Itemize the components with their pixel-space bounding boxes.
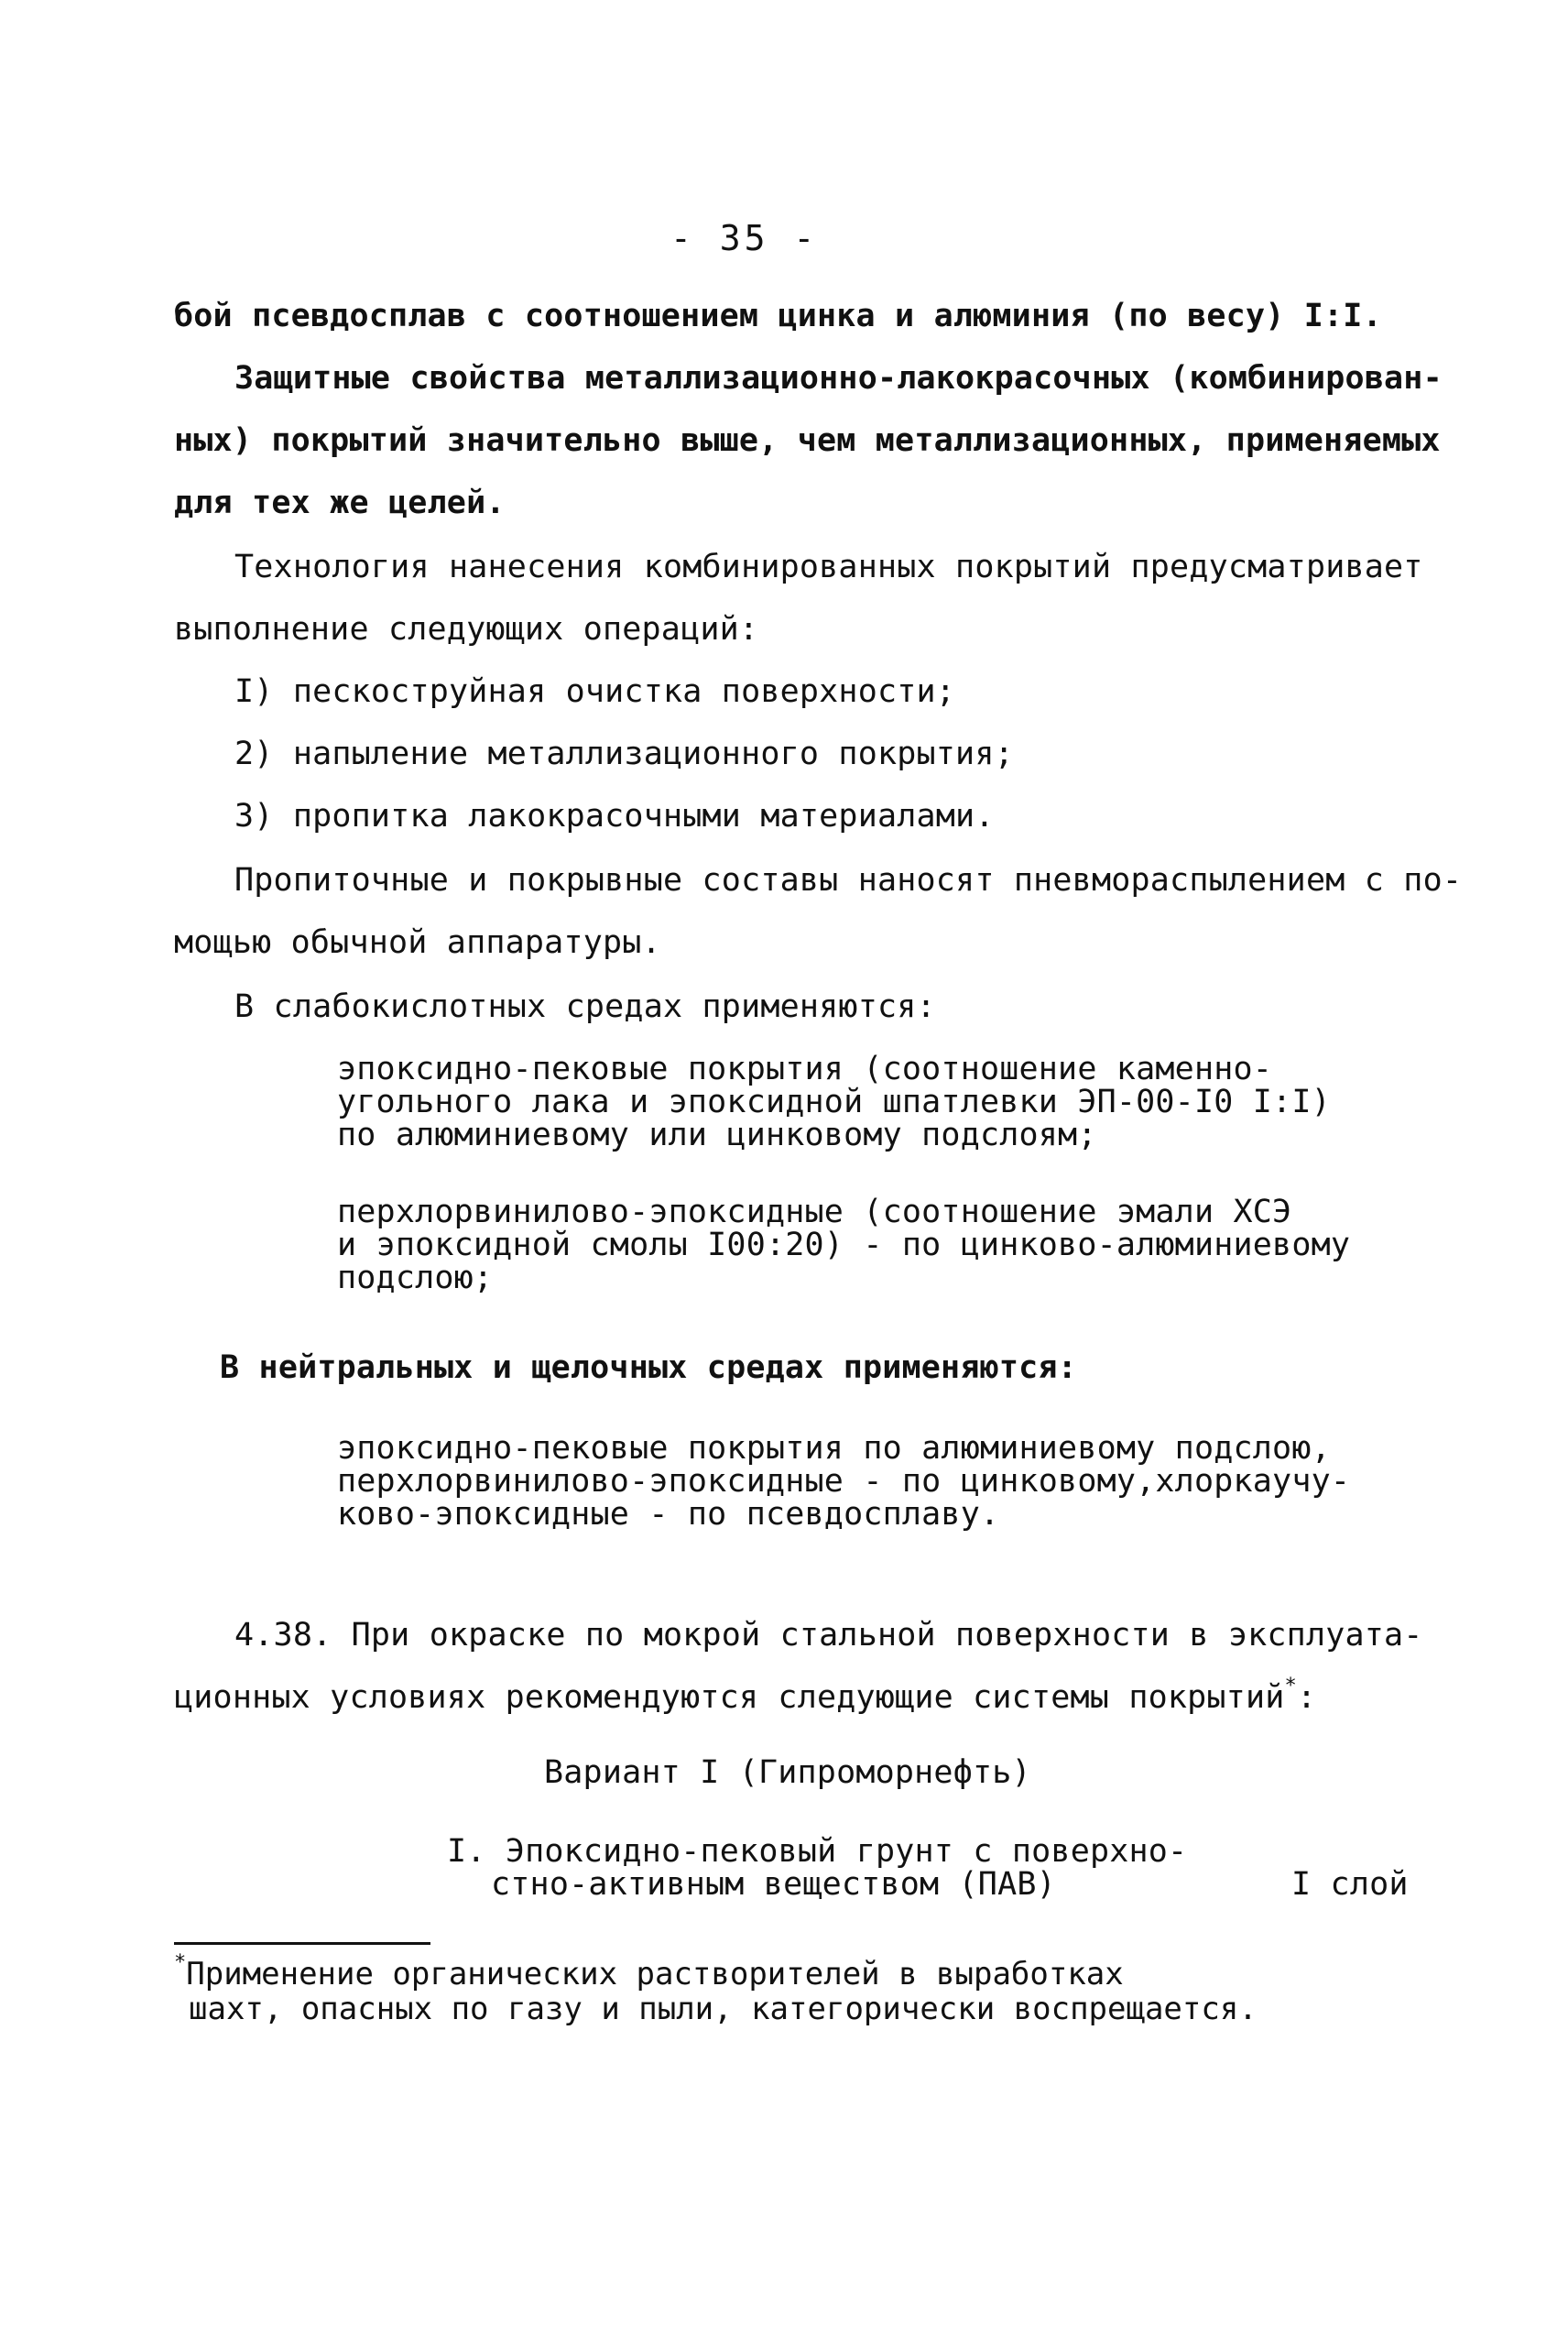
footnote-mark: * — [174, 1951, 187, 1974]
paragraph-4-line-1: Пропиточные и покрывные составы наносят пневмораспылением с по- — [234, 862, 1463, 899]
neutral-heading: В нейтральных и щелочных средах применяются: — [220, 1349, 1077, 1386]
footnote-divider — [174, 1942, 430, 1945]
page-number: - 35 - — [670, 218, 819, 258]
variant-title: Вариант I (Гипроморнефть) — [544, 1754, 1031, 1791]
paragraph-1-line-1: бой псевдосплав с соотношением цинка и алюминия (по весу) I:I. — [174, 298, 1382, 334]
operation-item-1: I) пескоструйная очистка поверхности; — [234, 673, 956, 710]
neutral-line-3: ково-эпоксидные - по псевдосплаву. — [337, 1496, 1000, 1533]
section-438-line-2-end: : — [1296, 1679, 1317, 1716]
paragraph-3-line-1: Технология нанесения комбинированных покрытий предусматривает — [234, 549, 1423, 585]
neutral-line-1: эпоксидно-пековые покрытия по алюминиевому подслою, — [337, 1430, 1331, 1467]
section-438-line-1: 4.38. При окраске по мокрой стальной поверхности в эксплуата- — [234, 1617, 1423, 1654]
section-438-line-2 — [174, 1675, 1317, 1716]
paragraph-4-line-2: мощью обычной аппаратуры. — [174, 924, 661, 961]
weak-acid-block-2-line-1: перхлорвинилово-эпоксидные (соотношение эмали ХСЭ — [337, 1194, 1292, 1230]
variant-item-line-2: стно-активным веществом (ПАВ) — [491, 1866, 1056, 1903]
operation-item-3: 3) пропитка лакокрасочными материалами. — [234, 798, 995, 835]
paragraph-2-line-2: ных) покрытий значительно выше, чем металлизационных, применяемых — [174, 422, 1441, 459]
variant-item-line-1: I. Эпоксидно-пековый грунт с поверхно- — [447, 1833, 1188, 1870]
paragraph-3-line-2: выполнение следующих операций: — [174, 611, 759, 648]
variant-item-layers: I слой — [1291, 1866, 1409, 1903]
weak-acid-block-1-line-1: эпоксидно-пековые покрытия (соотношение каменно- — [337, 1051, 1273, 1087]
weak-acid-block-2-line-3: подслою; — [337, 1260, 494, 1296]
weak-acid-block-1-line-3: по алюминиевому или цинковому подслоям; — [337, 1117, 1097, 1153]
weak-acid-block-2-line-2: и эпоксидной смолы I00:20) - по цинково-алюминиевому — [337, 1227, 1351, 1263]
neutral-line-2: перхлорвинилово-эпоксидные - по цинковому,хлоркаучу- — [337, 1463, 1351, 1500]
weak-acid-heading: В слабокислотных средах применяются: — [234, 988, 936, 1025]
footnote-line-1-text: Применение органических растворителей в выработках — [186, 1956, 1124, 1992]
operation-item-2: 2) напыление металлизационного покрытия; — [234, 736, 1014, 772]
footnote-reference-mark: * — [1284, 1675, 1297, 1697]
footnote-line-1 — [174, 1951, 1124, 1992]
weak-acid-block-1-line-2: угольного лака и эпоксидной шпатлевки ЭП-00-I0 I:I) — [337, 1084, 1331, 1120]
footnote-line-2: шахт, опасных по газу и пыли, категорически воспрещается. — [189, 1991, 1258, 2027]
section-438-line-2-text: ционных условиях рекомендуются следующие системы покрытий — [174, 1679, 1285, 1716]
paragraph-2-line-1: Защитные свойства металлизационно-лакокрасочных (комбинирован- — [234, 360, 1443, 397]
paragraph-2-line-3: для тех же целей. — [174, 485, 506, 521]
